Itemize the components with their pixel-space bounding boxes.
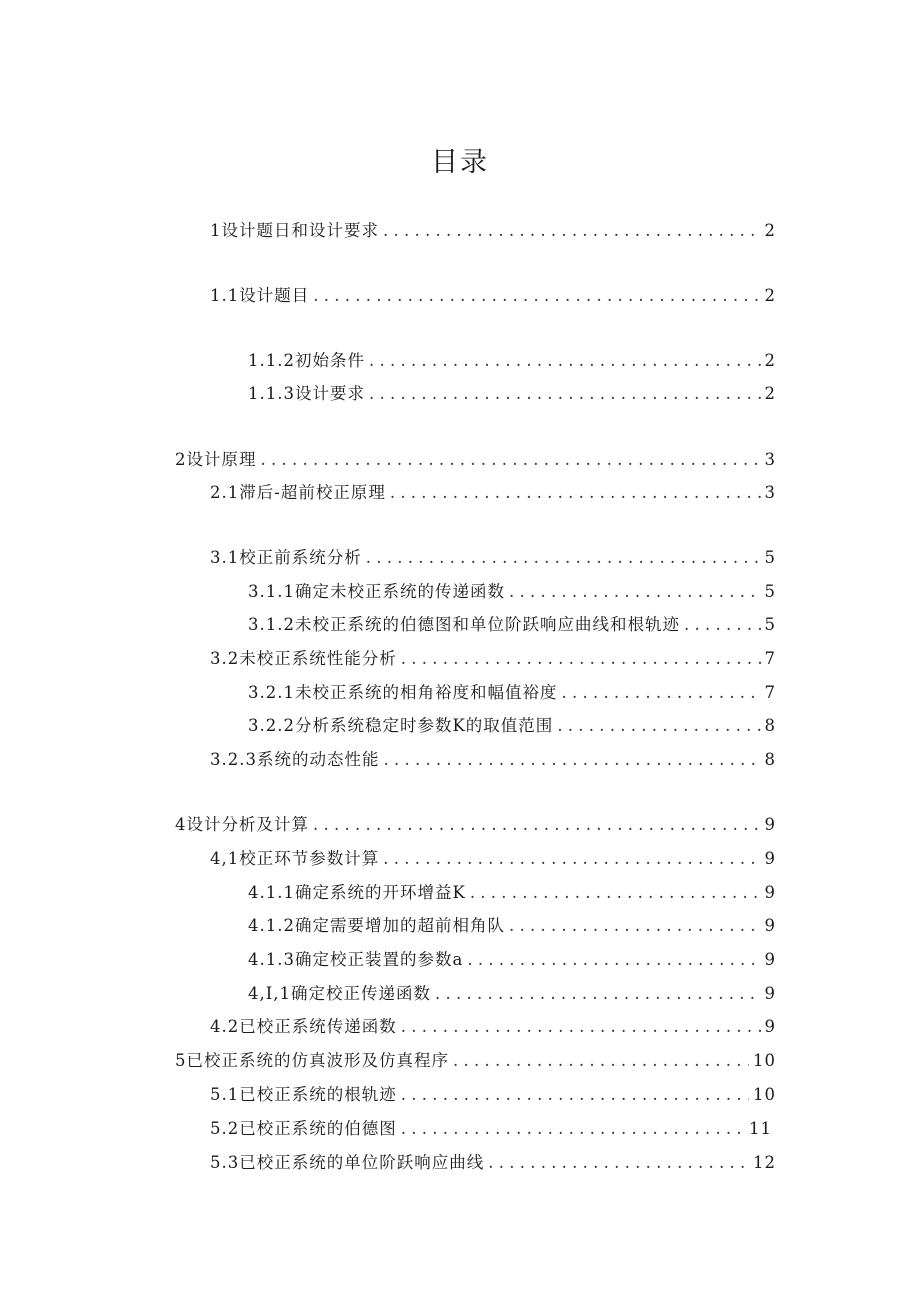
toc-entry[interactable] <box>248 880 776 906</box>
toc-entry-text: 3.2未校正系统性能分析 <box>210 649 397 668</box>
toc-entry[interactable] <box>210 747 776 773</box>
toc-leader-dots <box>313 812 761 838</box>
toc-entry-page: 3 <box>764 450 776 469</box>
toc-entry-text: 3.1.2未校正系统的伯德图和单位阶跃响应曲线和根轨迹 <box>248 615 680 634</box>
toc-leader-dots <box>369 348 761 374</box>
toc-leader-dots <box>453 1048 749 1074</box>
toc-entry[interactable] <box>210 218 776 244</box>
toc-entry-page: 11 <box>749 1119 772 1138</box>
toc-entry-text: 5.1已校正系统的根轨迹 <box>210 1085 397 1104</box>
toc-leader-dots <box>401 1116 745 1142</box>
toc-entry-page: 9 <box>764 984 776 1003</box>
toc-entry-page: 7 <box>764 683 776 702</box>
toc-entry[interactable] <box>248 579 776 605</box>
toc-leader-dots <box>488 1150 749 1176</box>
toc-leader-dots <box>435 981 760 1007</box>
page-title: 目录 <box>431 147 489 178</box>
toc-entry-text: 5.3已校正系统的单位阶跃响应曲线 <box>210 1153 485 1172</box>
toc-entry[interactable] <box>248 348 776 374</box>
toc-entry-page: 7 <box>764 649 776 668</box>
toc-leader-dots <box>383 747 760 773</box>
toc-entry[interactable] <box>210 1150 776 1176</box>
toc-entry[interactable] <box>248 713 776 739</box>
toc-entry[interactable] <box>248 913 776 939</box>
toc-entry-text: 4.1.1确定系统的开环增益K <box>248 883 466 902</box>
toc-entry[interactable] <box>175 1048 776 1074</box>
toc-entry-page: 2 <box>764 384 776 403</box>
toc-entry-page: 8 <box>764 750 776 769</box>
toc-entry-text: 1设计题日和设计要求 <box>210 221 379 240</box>
toc-entry-page: 10 <box>753 1051 776 1070</box>
toc-entry[interactable] <box>248 680 776 706</box>
toc-leader-dots <box>467 947 760 973</box>
toc-entry-page: 9 <box>764 883 776 902</box>
toc-entry-text: 4.1.3确定校正装置的参数a <box>248 950 464 969</box>
toc-entry[interactable] <box>210 480 776 506</box>
toc-leader-dots <box>509 579 761 605</box>
toc-entry-page: 3 <box>764 483 776 502</box>
toc-leader-dots <box>470 880 761 906</box>
toc-entry-text: 1.1设计题目 <box>210 286 310 305</box>
toc-entry-text: 4.1.2确定需要增加的超前相角队 <box>248 916 505 935</box>
toc-entry-page: 9 <box>764 815 776 834</box>
toc-entry-page: 5 <box>764 582 776 601</box>
toc-leader-dots <box>383 218 761 244</box>
toc-entry-text: 1.1.3设计要求 <box>248 384 365 403</box>
toc-entry[interactable] <box>248 981 776 1007</box>
toc-entry-page: 5 <box>764 548 776 567</box>
toc-leader-dots <box>684 612 761 638</box>
toc-entry[interactable] <box>248 947 776 973</box>
toc-entry-text: 2.1滞后-超前校正原理 <box>210 483 386 502</box>
toc-entry-page: 2 <box>764 286 776 305</box>
toc-entry-text: 5.2已校正系统的伯德图 <box>210 1119 397 1138</box>
toc-entry-text: 3.2.1未校正系统的相角裕度和幅值裕度 <box>248 683 558 702</box>
toc-entry-page: 9 <box>764 950 776 969</box>
toc-leader-dots <box>557 713 760 739</box>
toc-entry-text: 4.2已校正系统传递函数 <box>210 1017 397 1036</box>
toc-entry[interactable] <box>175 447 776 473</box>
toc-leader-dots <box>509 913 761 939</box>
toc-leader-dots <box>383 846 760 872</box>
toc-entry-page: 10 <box>753 1085 776 1104</box>
toc-entry-page: 9 <box>764 849 776 868</box>
toc-entry[interactable] <box>210 545 776 571</box>
toc-leader-dots <box>401 1014 761 1040</box>
toc-leader-dots <box>369 381 761 407</box>
toc-entry[interactable] <box>210 283 776 309</box>
toc-leader-dots <box>313 283 760 309</box>
toc-leader-dots <box>401 1082 749 1108</box>
toc-entry-text: 3.2.2分析系统稳定时参数K的取值范围 <box>248 716 554 735</box>
toc-entry-text: 3.1校正前系统分析 <box>210 548 362 567</box>
toc-entry-page: 12 <box>753 1153 776 1172</box>
toc-entry[interactable] <box>210 846 776 872</box>
toc-entry-text: 4,1校正环节参数计算 <box>210 849 380 868</box>
toc-entry[interactable] <box>210 1082 776 1108</box>
toc-entry[interactable] <box>210 1116 772 1142</box>
toc-leader-dots <box>366 545 761 571</box>
toc-entry-text: 5已校正系统的仿真波形及仿真程序 <box>175 1051 449 1070</box>
toc-entry[interactable] <box>248 381 776 407</box>
toc-entry-text: 4,I,1确定校正传递函数 <box>248 984 432 1003</box>
toc-entry-page: 9 <box>764 1017 776 1036</box>
toc-entry-text: 2设计原理 <box>175 450 257 469</box>
toc-entry-page: 8 <box>764 716 776 735</box>
toc-entry-page: 9 <box>764 916 776 935</box>
toc-leader-dots <box>390 480 761 506</box>
toc-entry[interactable] <box>248 612 776 638</box>
toc-entry[interactable] <box>210 1014 776 1040</box>
toc-leader-dots <box>261 447 761 473</box>
toc-entry[interactable] <box>210 646 776 672</box>
toc-entry-page: 5 <box>764 615 776 634</box>
toc-entry-text: 3.2.3系统的动态性能 <box>210 750 380 769</box>
toc-entry-text: 1.1.2初始条件 <box>248 351 365 370</box>
toc-entry-page: 2 <box>764 221 776 240</box>
toc-leader-dots <box>401 646 761 672</box>
toc-entry-text: 3.1.1确定未校正系统的传递函数 <box>248 582 505 601</box>
toc-leader-dots <box>561 680 760 706</box>
toc-entry-text: 4设计分析及计算 <box>175 815 309 834</box>
toc-entry-page: 2 <box>764 351 776 370</box>
toc-entry[interactable] <box>175 812 776 838</box>
